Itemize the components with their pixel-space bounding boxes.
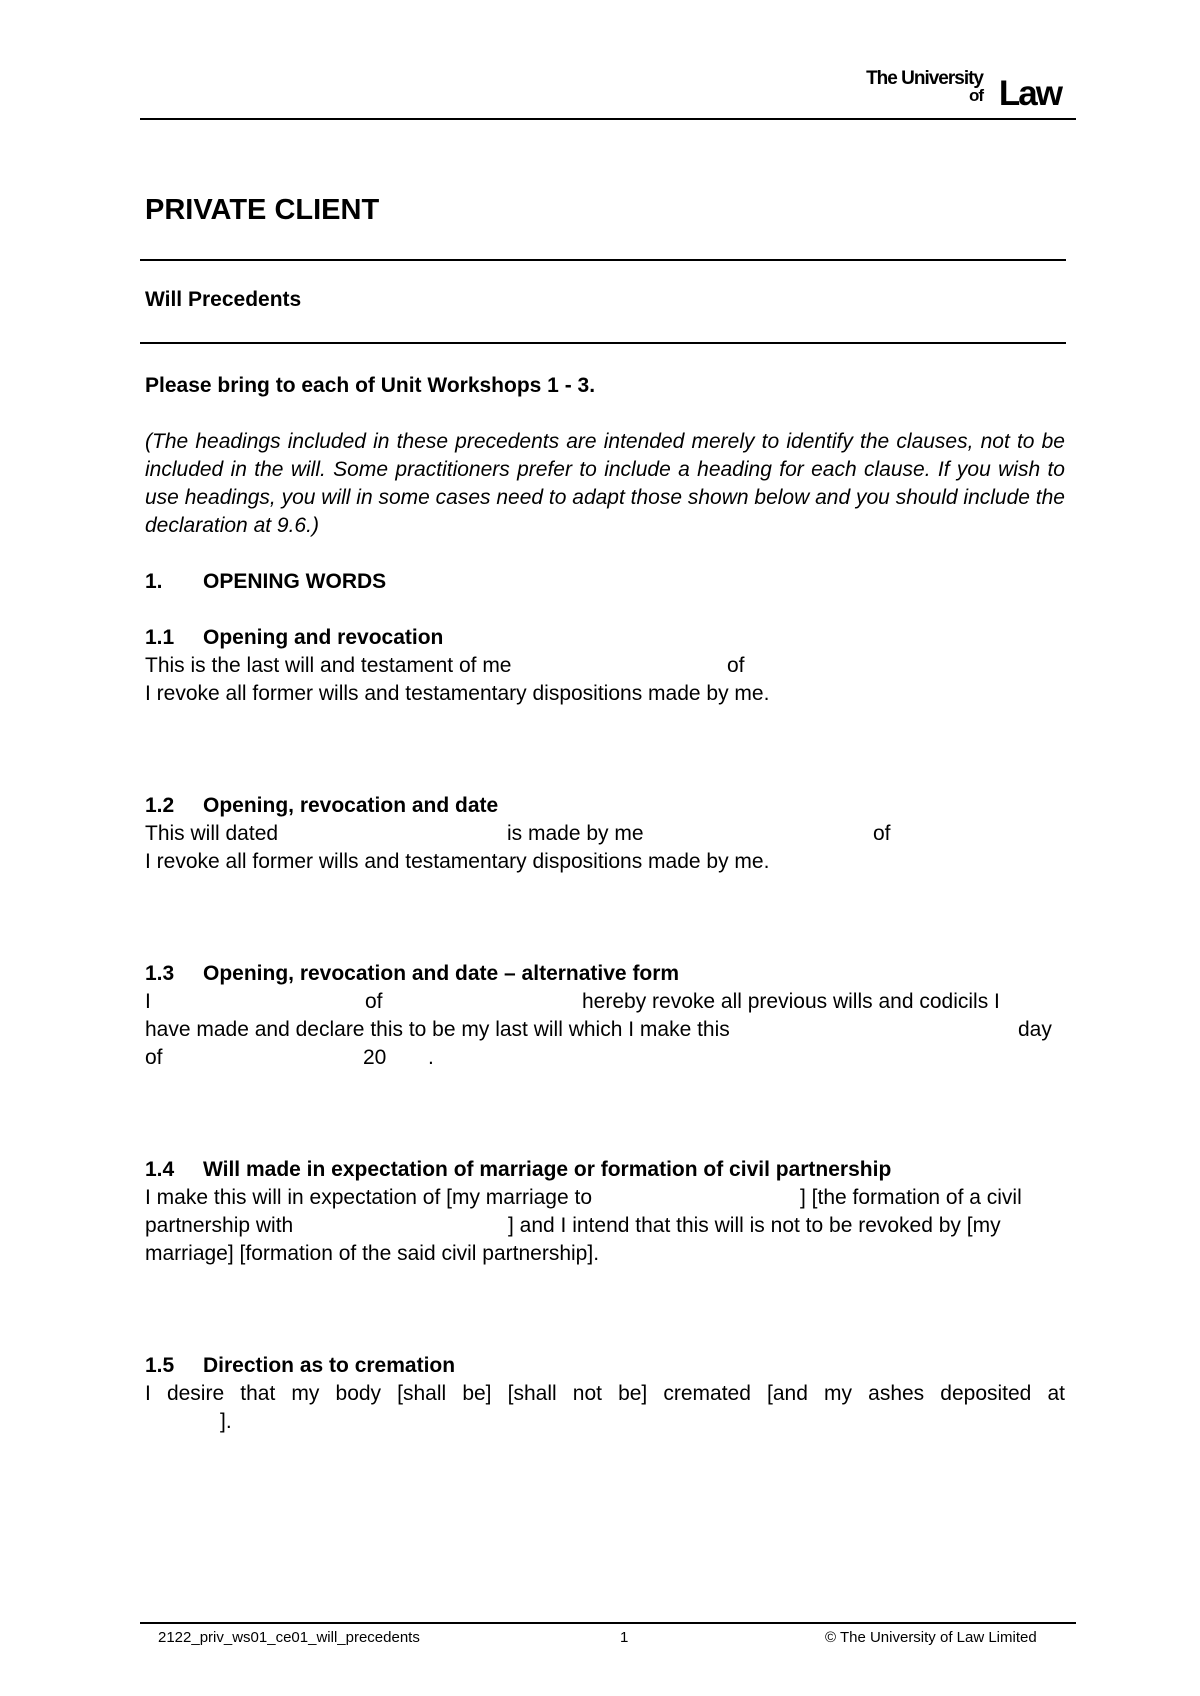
clause-1-4-line-1a: I make this will in expectation of [my marriage to [145,1186,593,1209]
header-rule [140,118,1076,120]
clause-1-2-line-1a: This will dated [145,822,279,845]
footer-copyright: © The University of Law Limited [825,1629,1037,1646]
clause-1-3-number: 1.3 [145,962,175,985]
clause-1-1-title: Opening and revocation [203,626,444,649]
instruction-text: Please bring to each of Unit Workshops 1 - 3. [145,374,596,397]
page-subtitle: Will Precedents [145,288,302,311]
section-1-number: 1. [145,570,163,593]
clause-1-2-heading [145,792,498,820]
clause-1-1-line-2: I revoke all former wills and testamentary dispositions made by me. [145,682,770,705]
clause-1-4-heading [145,1156,891,1184]
clause-1-4-line-2a: partnership with [145,1214,294,1237]
clause-1-2-line-1c: of [873,822,891,845]
logo-line-1: The University [866,68,983,89]
clause-1-4-line-1b: ] [the formation of a civil [800,1186,1022,1209]
clause-1-5-line-2: ]. [220,1410,232,1433]
clause-1-5-title: Direction as to cremation [203,1354,456,1377]
footer-rule [140,1622,1076,1624]
clause-1-4-title: Will made in expectation of marriage or formation of civil partnership [203,1158,892,1181]
clause-1-2-number: 1.2 [145,794,175,817]
section-1-title: OPENING WORDS [203,570,387,593]
footer-page-number: 1 [620,1629,629,1646]
university-logo [861,66,1061,113]
clause-1-4-number: 1.4 [145,1158,175,1181]
clause-1-5-line-1: I desire that my body [shall be] [shall not be] cremated [and my ashes deposited at [145,1382,1065,1405]
title-rule [140,259,1066,261]
clause-1-4-line-2b: ] and I intend that this will is not to be revoked by [my [508,1214,1001,1237]
section-1-heading [145,568,386,596]
clause-1-2-line-2: I revoke all former wills and testamentary dispositions made by me. [145,850,770,873]
clause-1-1-line-1b: of [727,654,745,677]
clause-1-3-line-2b: day [1018,1018,1052,1041]
clause-1-1-heading [145,624,443,652]
page-title: PRIVATE CLIENT [145,194,380,226]
clause-1-5-heading [145,1352,455,1380]
clause-1-3-line-2a: have made and declare this to be my last will which I make this [145,1018,730,1041]
clause-1-3-title: Opening, revocation and date – alternative form [203,962,680,985]
clause-1-4-line-3: marriage] [formation of the said civil partnership]. [145,1242,600,1265]
clause-1-3-line-1c: hereby revoke all previous wills and codicils I [582,990,1000,1013]
clause-1-2-line-1b: is made by me [507,822,644,845]
subtitle-rule [140,342,1066,344]
clause-1-3-line-3b: 20 [363,1046,387,1069]
logo-line-2: of [968,86,983,105]
clause-1-2-title: Opening, revocation and date [203,794,499,817]
logo-law: Law [998,74,1061,113]
clause-1-3-line-3c: . [428,1046,434,1069]
clause-1-3-line-1a: I [145,990,151,1013]
clause-1-3-line-1b: of [365,990,383,1013]
headings-note: (The headings included in these precedents are intended merely to identify the clauses, not to be included in the will. Some practitioners prefer to include a heading for each clause. If you wish to use headings, you will in some cases need to adapt those shown below and you should include the declaration at 9.6.) [145,430,1065,537]
clause-1-5-number: 1.5 [145,1354,175,1377]
clause-1-1-line-1a: This is the last will and testament of me [145,654,512,677]
clause-1-1-number: 1.1 [145,626,175,649]
footer-filename: 2122_priv_ws01_ce01_will_precedents [158,1629,420,1646]
clause-1-3-heading [145,960,679,988]
clause-1-3-line-3a: of [145,1046,163,1069]
